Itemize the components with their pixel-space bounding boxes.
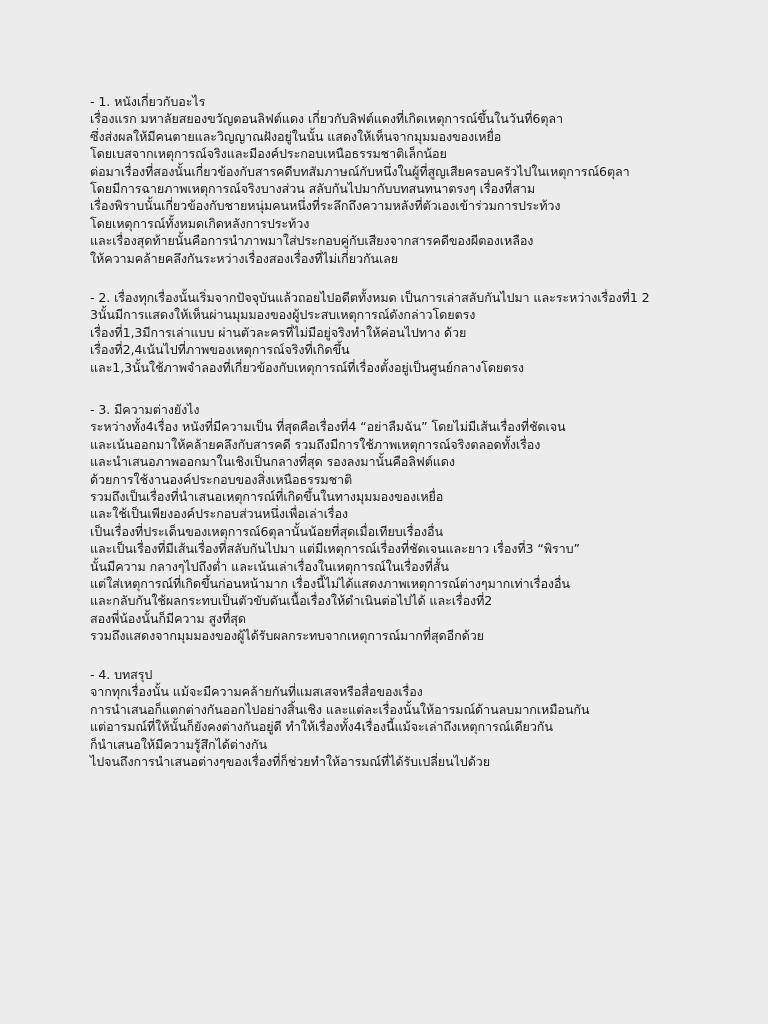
paragraph-line: เรื่องพิราบนั้นเกี่ยวข้องกับชายหนุ่มคนหนึ่งที่ระลึกถึงความหลังที่ตัวเองเข้าร่วมการประท้วง bbox=[90, 198, 561, 214]
paragraph-line: ก็นำเสนอให้มีความรู้สึกได้ต่างกัน bbox=[90, 736, 268, 752]
paragraph-line: การนำเสนอก็แตกต่างกันออกไปอย่างสิ้นเชิง และแต่ละเรื่องนั้นให้อารมณ์ด้านลบมากเหมือนกัน bbox=[90, 701, 590, 717]
paragraph-line: และนำเสนอภาพออกมาในเชิงเป็นกลางที่สุด รองลงมานั้นคือลิฟต์แดง bbox=[90, 454, 455, 470]
paragraph-line: ด้วยการใช้งานองค์ประกอบของสิ่งเหนือธรรมชาติ bbox=[90, 471, 353, 487]
paragraph-line: เรื่องที่2,4เน้นไปที่ภาพของเหตุการณ์จริงที่เกิดขึ้น bbox=[90, 342, 350, 358]
paragraph-line: และเป็นเรื่องที่มีเส้นเรื่องที่สลับกันไปมา แต่มีเหตุการณ์เรื่องที่ชัดเจนและยาว เรื่องที่3 “พิราบ” bbox=[90, 541, 580, 557]
paragraph-line: ต่อมาเรื่องที่สองนั้นเกี่ยวข้องกับสารคดีบทสัมภาษณ์กับหนึ่งในผู้ที่สูญเสียครอบครัวไปในเหตุการณ์6ตุลา bbox=[90, 163, 630, 179]
paragraph-line: เป็นเรื่องที่ประเด็นของเหตุการณ์6ตุลานั้นน้อยที่สุดเมื่อเทียบเรื่องอื่น bbox=[90, 523, 443, 539]
paragraph-line: และเรื่องสุดท้ายนั้นคือการนำภาพมาใส่ประกอบคู่กับเสียงจากสารคดีของผีตองเหลือง bbox=[90, 233, 534, 249]
paragraph-line: ไปจนถึงการนำเสนอต่างๆของเรื่องที่ก็ช่วยทำให้อารมณ์ที่ได้รับเปลี่ยนไปด้วย bbox=[90, 753, 491, 769]
paragraph-line: เรื่องที่1,3มีการเล่าแบบ ผ่านตัวละครที่ไม่มีอยู่จริงทำให้ค่อนไปทาง ด้วย bbox=[90, 324, 467, 340]
paragraph-line: เรื่องแรก มหาลัยสยองขวัญตอนลิฟต์แดง เกี่ยวกับลิฟต์แดงที่เกิดเหตุการณ์ขึ้นในวันที่6ตุลา bbox=[90, 111, 563, 127]
section-heading: - 1. หนังเกี่ยวกับอะไร bbox=[90, 94, 206, 109]
paragraph-line: และ1,3นั้นใช้ภาพจำลองที่เกี่ยวข้องกับเหตุการณ์ที่เรื่องตั้งอยู่เป็นศูนย์กลางโดยตรง bbox=[90, 359, 524, 375]
paragraph-line: รวมถึงแสดงจากมุมมองของผู้ได้รับผลกระทบจากเหตุการณ์มากที่สุดอีกด้วย bbox=[90, 628, 484, 644]
paragraph-line: โดยเหตุการณ์ทั้งหมดเกิดหลังการประท้วง bbox=[90, 215, 310, 231]
paragraph-line: รวมถึงเป็นเรื่องที่นำเสนอเหตุการณ์ที่เกิดขึ้นในทางมุมมองของเหยื่อ bbox=[90, 488, 444, 504]
section-heading: - 3. มีความต่างยังไง bbox=[90, 402, 200, 417]
paragraph-line: นั้นมีความ กลางๆไปถึงต่ำ และเน้นเล่าเรื่องในเหตุการณ์ในเรื่องที่สั้น bbox=[90, 558, 449, 574]
paragraph-line: 3นั้นมีการแสดงให้เห็นผ่านมุมมองของผู้ประสบเหตุการณ์ดังกล่าวโดยตรง bbox=[90, 307, 476, 323]
paragraph-line: จากทุกเรื่องนั้น แม้จะมีความคล้ายกันที่แมสเสจหรือสื่อของเรื่อง bbox=[90, 684, 423, 700]
paragraph-line: ให้ความคล้ายคลึงกันระหว่างเรื่องสองเรื่องที่ไม่เกี่ยวกันเลย bbox=[90, 250, 399, 266]
paragraph-line: แต่อารมณ์ที่ให้นั้นก็ยังคงต่างกันอยู่ดี ทำให้เรื่องทั้ง4เรื่องนี้แม้จะเล่าถึงเหตุการณ์เดียวกัน bbox=[90, 719, 553, 735]
paragraph-line: ระหว่างทั้ง4เรื่อง หนังที่มีความเป็น ที่สุดคือเรื่องที่4 “อย่าลืมฉัน” โดยไม่มีเส้นเรื่องที่ชัดเจน bbox=[90, 419, 566, 435]
section-conclusion bbox=[90, 666, 710, 770]
section-differences bbox=[90, 401, 710, 644]
paragraph-line: โดยเบสจากเหตุการณ์จริงและมีองค์ประกอบเหนือธรรมชาติเล็กน้อย bbox=[90, 146, 447, 162]
paragraph-line: ซึ่งส่งผลให้มีคนตายและวิญญาณฝังอยู่ในนั้น แสดงให้เห็นจากมุมมองของเหยื่อ bbox=[90, 128, 502, 144]
section-heading: - 4. บทสรุป bbox=[90, 667, 153, 682]
paragraph-line: โดยมีการฉายภาพเหตุการณ์จริงบางส่วน สลับกันไปมากับบทสนทนาตรงๆ เรื่องที่สาม bbox=[90, 180, 536, 196]
paragraph-line: และเน้นออกมาให้คล้ายคลึงกับสารคดี รวมถึงมีการใช้ภาพเหตุการณ์จริงตลอดทั้งเรื่อง bbox=[90, 436, 541, 452]
section-storytelling bbox=[90, 289, 710, 376]
section-heading: - 2. เรื่องทุกเรื่องนั้นเริ่มจากปัจจุบันแล้วถอยไปอดีตทั้งหมด เป็นการเล่าสลับกันไปมา และระหว่างเรื่องที่1 2 bbox=[90, 290, 650, 305]
paragraph-line: สองพี่น้องนั้นก็มีความ สูงที่สุด bbox=[90, 610, 246, 626]
section-what-the-film-is-about bbox=[90, 93, 710, 267]
paragraph-line: และกลับกันใช้ผลกระทบเป็นตัวขับดันเนื้อเรื่องให้ดำเนินต่อไปได้ และเรื่องที่2 bbox=[90, 593, 493, 609]
paragraph-line: และใช้เป็นเพียงองค์ประกอบส่วนหนึ่งเพื่อเล่าเรื่อง bbox=[90, 506, 348, 522]
paragraph-line: แต่ใส่เหตุการณ์ที่เกิดขึ้นก่อนหน้ามาก เรื่องนี้ไม่ได้แสดงภาพเหตุการณ์ต่างๆมากเท่าเรื่องอื่น bbox=[90, 575, 570, 591]
